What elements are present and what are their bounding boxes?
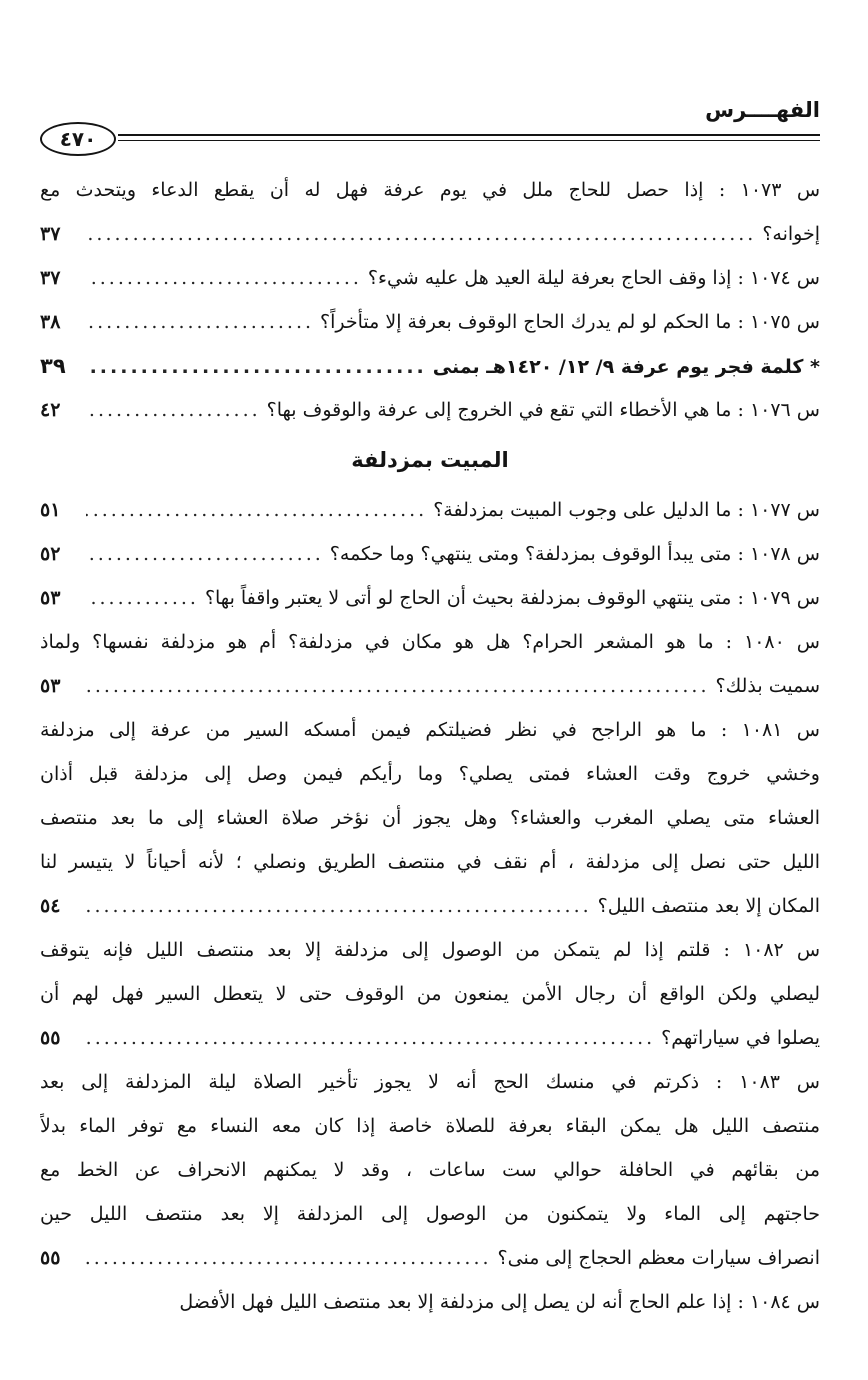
page-number: ٤٧٠ [40,122,116,156]
entry-last-line [40,388,820,432]
entry-last-line [40,488,820,532]
entry-line-text: س ١٠٧٤ : إذا وقف الحاج بعرفة ليلة العيد هل عليه شيء؟ [367,267,820,289]
entry-line-text: * كلمة فجر يوم عرفة ٩/ ١٢/ ١٤٢٠هـ بمنى [432,356,820,378]
dot-leader [86,884,592,928]
entry-page-number: ٥٥ [40,1247,61,1269]
dot-leader [86,664,710,708]
dot-leader [86,576,199,620]
index-entry [40,928,820,1060]
index-entry [40,620,820,708]
index-entry [40,300,820,344]
dot-leader [86,345,427,389]
dot-leader [86,532,324,576]
dot-leader [86,212,756,256]
index-entry [40,1280,820,1324]
entry-line-text: س ١٠٧٨ : متى يبدأ الوقوف بمزدلفة؟ ومتى ينتهي؟ وما حكمه؟ [329,543,820,565]
entry-line: من بقائهم في الحافلة حوالي ست ساعات ، وقد لا يمكنهم الانحراف عن الخط مع [40,1159,820,1181]
dot-leader [86,1236,492,1280]
entry-last-line [40,576,820,620]
entry-page-number: ٥٣ [40,587,61,609]
entry-line: منتصف الليل هل يمكن البقاء بعرفة للصلاة خاصة إذا كان معه النساء مع توفر الماء بدلاً [40,1115,820,1137]
entry-line-text: انصراف سيارات معظم الحجاج إلى منى؟ [497,1247,820,1269]
entry-line: العشاء متى يصلي المغرب والعشاء؟ وهل يجوز أن نؤخر صلاة العشاء إلى ما بعد منتصف [40,807,820,829]
dot-leader [86,300,314,344]
entry-line: وخشي خروج وقت العشاء فمتى يصلي؟ وما رأيكم فيمن وصل إلى مزدلفة قبل أذان [40,763,820,785]
entry-page-number: ٥١ [40,499,61,521]
entry-line: س ١٠٨٣ : ذكرتم في منسك الحج أنه لا يجوز تأخير الصلاة ليلة المزدلفة إلى بعد [40,1071,820,1093]
entry-line-text: س ١٠٨٤ : إذا علم الحاج أنه لن يصل إلى مزدلفة إلا بعد منتصف الليل فهل الأفضل [179,1291,820,1313]
index-entry [40,708,820,928]
section-heading: المبيت بمزدلفة [351,448,509,472]
index-list-bottom [40,488,820,1324]
entry-page-number: ٥٤ [40,895,61,917]
entry-line: حاجتهم إلى الماء ولا يتمكنون من الوصول إلى المزدلفة إلا بعد منتصف الليل حين [40,1203,820,1225]
entry-last-line [40,664,820,708]
index-entry [40,256,820,300]
index-entry [40,1060,820,1280]
entry-last-line [40,884,820,928]
entry-page-number: ٣٩ [40,354,66,378]
entry-line-text: س ١٠٧٥ : ما الحكم لو لم يدرك الحاج الوقوف بعرفة إلا متأخراً؟ [320,311,820,333]
entry-page-number: ٥٣ [40,675,61,697]
entry-last-line [40,300,820,344]
entry-last-line [40,1236,820,1280]
entry-page-number: ٣٧ [40,267,61,289]
entry-last-line [40,212,820,256]
entry-line: س ١٠٨٠ : ما هو المشعر الحرام؟ هل هو مكان في مزدلفة؟ أم هو مزدلفة نفسها؟ ولماذ [40,631,820,653]
entry-last-line [40,532,820,576]
index-entry [40,344,820,388]
entry-page-number: ٤٢ [40,399,61,421]
entry-last-line [40,256,820,300]
entry-page-number: ٣٨ [40,311,61,333]
entry-page-number: ٥٢ [40,543,61,565]
entry-last-line [40,1016,820,1060]
dot-leader [86,1016,655,1060]
index-entry [40,488,820,532]
entry-line: ليصلي ولكن الواقع أن رجال الأمن يمنعون من الوقوف حتى لا يتعطل السير فهل لهم أن [40,983,820,1005]
entry-line-text: س ١٠٧٦ : ما هي الأخطاء التي تقع في الخروج إلى عرفة والوقوف بها؟ [266,399,820,421]
entry-line-text: المكان إلا بعد منتصف الليل؟ [597,895,820,917]
index-entry [40,168,820,256]
entry-line-text: س ١٠٧٩ : متى ينتهي الوقوف بمزدلفة بحيث أن الحاج لو أتى لا يعتبر واقفاً بها؟ [204,587,820,609]
header-rule [118,134,820,144]
dot-leader [86,488,427,532]
entry-page-number: ٥٥ [40,1027,61,1049]
index-entry [40,532,820,576]
dot-leader [86,256,362,300]
running-title: الفهــــرس [705,98,820,122]
header-rule-thin [118,140,820,141]
index-entry [40,388,820,432]
entry-line-text: إخوانه؟ [762,223,820,245]
entry-line-text: يصلوا في سياراتهم؟ [661,1027,820,1049]
entry-line: س ١٠٧٣ : إذا حصل للحاج ملل في يوم عرفة فهل له أن يقطع الدعاء ويتحدث مع [40,179,820,201]
index-content [40,168,820,1324]
dot-leader [86,388,261,432]
entry-last-line [40,1280,820,1324]
entry-line: الليل حتى نصل إلى مزدلفة ، أم نقف في منتصف الطريق ونصلي ؛ لأنه أحياناً لا يتيسر لنا [40,851,820,873]
index-list-top [40,168,820,432]
entry-page-number: ٣٧ [40,223,61,245]
entry-line: س ١٠٨٢ : قلتم إذا لم يتمكن من الوصول إلى مزدلفة إلا بعد منتصف الليل فإنه يتوقف [40,939,820,961]
entry-line-text: س ١٠٧٧ : ما الدليل على وجوب المبيت بمزدلفة؟ [433,499,820,521]
entry-line-text: سميت بذلك؟ [715,675,820,697]
entry-last-line [40,344,820,388]
entry-line: س ١٠٨١ : ما هو الراجح في نظر فضيلتكم فيمن أمسكه السير من عرفة إلى مزدلفة [40,719,820,741]
header-rule-thick [118,134,820,136]
index-entry [40,576,820,620]
